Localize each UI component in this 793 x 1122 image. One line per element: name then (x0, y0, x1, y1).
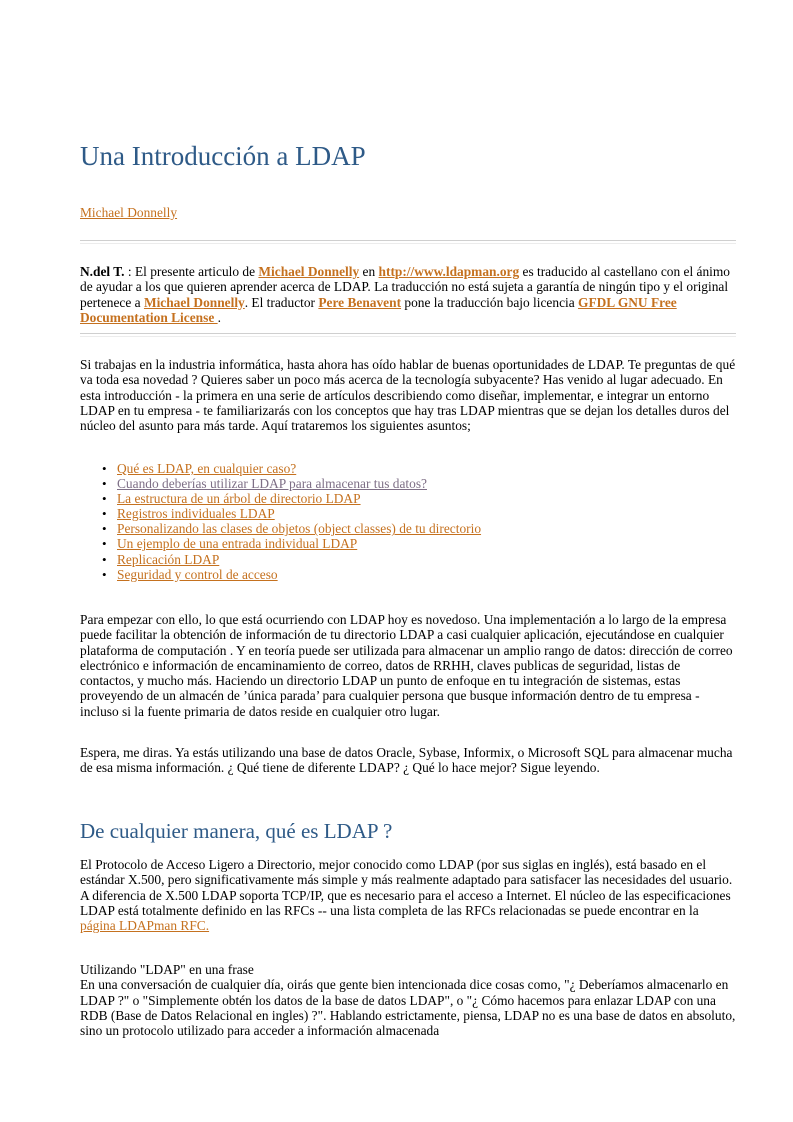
toc-item (80, 567, 736, 582)
note-label: N.del T. (80, 264, 125, 279)
page-title: Una Introducción a LDAP (80, 141, 366, 171)
divider (80, 333, 736, 337)
paragraph-text: Espera, me diras. Ya estás utilizando una base de datos Oracle, Sybase, Informix, o Microsoft SQL para almacenar mucha de esa misma información. ¿ Qué tiene de diferente LDAP? ¿ Qué lo hace mejor? Sigue leyendo. (80, 745, 733, 776)
author-link[interactable]: Michael Donnelly (80, 205, 178, 220)
toc-link-replicacion[interactable]: Replicación LDAP (117, 551, 220, 567)
toc-link-seguridad[interactable]: Seguridad y control de acceso (117, 566, 278, 582)
license-link[interactable]: GFDL GNU Free Documentation License (80, 294, 677, 325)
bullet-icon: • (102, 491, 107, 507)
toc-link-ejemplo-entrada[interactable]: Un ejemplo de una entrada individual LDAP (117, 536, 358, 552)
toc-link-cuando-utilizar[interactable]: Cuando deberías utilizar LDAP para almacenar tus datos? (117, 476, 427, 492)
toc-item (80, 536, 736, 551)
intro-paragraph (80, 357, 736, 433)
toc-link-object-classes[interactable]: Personalizando las clases de objetos (object classes) de tu directorio (117, 521, 482, 537)
paragraph-text: El Protocolo de Acceso Ligero a Directorio, mejor conocido como LDAP (por sus siglas en inglés), está basado en el estándar X.500, pero significativamente más simple y más realmente adaptado para satisfacer las necesidades del usuario. A diferencia de X.500 LDAP soporta TCP/IP, que es necesario para el acceso a Internet. El núcleo de las especificaciones LDAP está totalmente definido en las RFCs -- una lista completa de las RFCs relacionadas se puede encontrar en la página LDAPman RFC. (80, 857, 733, 934)
bullet-icon: • (102, 476, 107, 492)
note-author-link-2[interactable]: Michael Donnelly (143, 294, 245, 310)
paragraph-text: Para empezar con ello, lo que está ocurriendo con LDAP hoy es novedoso. Una implementación a lo largo de la empresa puede facilitar la obtención de información de tu directorio LDAP a casi cualquier aplicación, ejecutándose en cualquier plataforma de computación . Y en teoría puede ser utilizada para almacenar un amplio rango de datos: dirección de correo electrónico e información de encaminamiento de correo, datos de RRHH, claves publicas de seguridad, listas de contactos, y mucho más. Haciendo un directorio LDAP un punto de enfoque en tu integración de sistemas, estas proveyendo de un almacén de ’única parada’ para cualquier persona que busque información dentro de tu empresa - incluso si la fuente primaria de datos reside en cualquier otro lugar. (80, 612, 733, 719)
body-paragraph (80, 612, 736, 719)
paragraph-text: En una conversación de cualquier día, oirás que gente bien intencionada dice cosas como, "¿ Deberíamos almacenarlo en LDAP ?" o "Simplemente obtén los datos de la base de datos LDAP", o "¿ Cómo hacemos para enlazar LDAP con una RDB (Base de Datos Relacional en ingles) ?". Hablando estrictamente, piensa, LDAP no es una base de datos en absoluto, sino un protocolo utilizado para acceder a información almacenada (80, 977, 736, 1039)
section-heading: De cualquier manera, qué es LDAP ? (80, 819, 393, 843)
toc-link-estructura-arbol[interactable]: La estructura de un árbol de directorio LDAP (117, 491, 361, 507)
bullet-icon: • (102, 566, 107, 582)
body-paragraph (80, 962, 736, 1038)
note-author-link[interactable]: Michael Donnelly (258, 264, 360, 279)
toc-link-registros[interactable]: Registros individuales LDAP (117, 506, 275, 522)
translator-note-text: N.del T. : El presente articulo de Michael Donnelly en http://www.ldapman.org es traducido al castellano con el ánimo de ayudar a los que quieren aprender acerca de LDAP. La traducción no está sujeta a garantía de ningún tipo y el original pertenece a Michael Donnelly. El traductor Pere Benavent pone la traducción bajo licencia GFDL GNU Free Documentation License . (80, 264, 730, 325)
toc-item (80, 521, 736, 536)
rfc-page-link[interactable]: página LDAPman RFC. (80, 918, 210, 934)
intro-text: Si trabajas en la industria informática, hasta ahora has oído hablar de buenas oportunidades de LDAP. Te preguntas de qué va toda esa novedad ? Quieres saber un poco más acerca de la tecnología subyacente? Has venido al lugar adecuado. En esta introducción - la primera en una serie de artículos describiendo como diseñar, implementar, e integrar un entorno LDAP en tu empresa - te familiarizarás con los conceptos que hay tras LDAP mientras que se dejan los detalles duros del núcleo del asunto para más tarde. Aquí trataremos los siguientes asuntos; (80, 357, 736, 434)
bullet-icon: • (102, 461, 107, 476)
bullet-icon: • (102, 536, 107, 552)
translator-link[interactable]: Pere Benavent (318, 294, 402, 310)
divider (80, 240, 736, 244)
bullet-icon: • (102, 551, 107, 567)
toc-item (80, 476, 736, 491)
toc-item (80, 552, 736, 567)
toc-item (80, 461, 736, 476)
subheading: Utilizando "LDAP" en una frase (80, 962, 254, 977)
body-paragraph (80, 745, 736, 776)
bullet-icon: • (102, 506, 107, 522)
toc-link-que-es-ldap[interactable]: Qué es LDAP, en cualquier caso? (117, 461, 297, 476)
body-paragraph (80, 857, 736, 933)
bullet-icon: • (102, 521, 107, 537)
toc-item (80, 506, 736, 521)
translator-note (80, 264, 736, 325)
note-url-link[interactable]: http://www.ldapman.org (378, 264, 520, 279)
table-of-contents (80, 461, 736, 582)
toc-item (80, 491, 736, 506)
author-byline (80, 205, 177, 220)
